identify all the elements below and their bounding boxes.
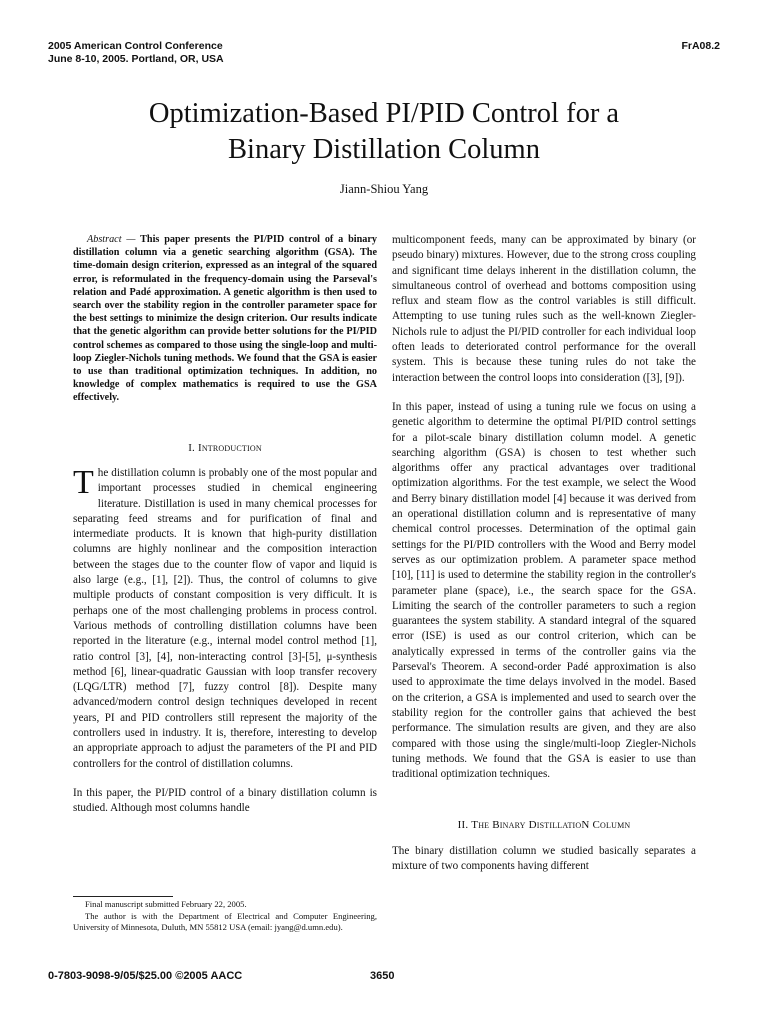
conference-dates-location: June 8-10, 2005. Portland, OR, USA <box>48 53 224 65</box>
section-number: II. <box>457 819 469 832</box>
page-number: 3650 <box>370 970 395 982</box>
abstract-lead: Abstract — <box>87 234 136 245</box>
section-heading-introduction <box>73 441 377 456</box>
left-column <box>73 233 377 816</box>
footnotes <box>73 899 377 934</box>
isbn-copyright: 0-7803-9098-9/05/$25.00 ©2005 AACC <box>48 970 243 982</box>
right-paragraph-2: In this paper, instead of using a tuning rule we focus on using a genetic algorithm to determine the optimal PI/PID control settings for a pilot-scale binary distillation column model. A genetic searching algorithm (GSA) is chosen to test whether such algorithms offer any practical advantages over traditional optimization algorithms. For the test example, we select the Wood and Berry binary distillation model [4] because it was derived from an operational distillation column and is representative of many chemical control processes. Determination of the optimal gain settings for the PI/PID controllers with the Wood and Berry model serves as our optimization problem. A parameter space method [10], [11] is used to determine the stability region in the controller's parameter plane (space), i.e., the search space for the GSA. Limiting the search of the controller parameters to such a region guarantees the system stability. A standard integral of the squared error (ISE) is used as our control criterion, which can be analytically expressed in terms of the controller gains via the Parseval's Theorem. A second-order Padé approximation is also used to approximate the time delays involved in the model. Based on the criterion, a GSA is implemented and used to search over the stability region for the controller gains that achieved the best performance. The simulation results are given, and they are also compared with those using the single/multi-loop Ziegler-Nichols tuning methods. We found that the GSA is easier to use than traditional optimization techniques. <box>392 400 696 781</box>
abstract-text: This paper presents the PI/PID control of a binary distillation column via a genetic searching algorithm (GSA). The time-domain design criterion, expressed as an integral of the squared error, is reformulated in the frequency-domain using the Parseval's relation and Padé approximation. A genetic algorithm is then used to search over the stability region in the controller parameter space for the best settings to minimize the design criterion. Our results indicate that the genetic algorithm can provide better solutions for the PI/PID control schemes as compared to those using the single-loop and multi-loop Ziegler-Nichols tuning methods. We found that the GSA is easier to use than traditional optimization techniques. In addition, no knowledge of complex mathematics is required to use the GSA effectively. <box>73 234 377 404</box>
section-title: The Binary DistillatioN Column <box>471 819 631 832</box>
footnote-author-affiliation: The author is with the Department of Electrical and Computer Engineering, University of Minnesota, Duluth, MN 55812 USA (email: jyang@d.umn.edu). <box>73 910 377 932</box>
right-paragraph-3: The binary distillation column we studied basically separates a mixture of two components having different <box>392 844 696 872</box>
intro-paragraph-1-text: he distillation column is probably one of the most popular and important processes studied in chemical engineering literature. Distillation is used in many chemical processes for separating feed streams and for purification of final and intermediate products. It is known that high-purity distillation columns are highly nonlinear and the composition interaction between the stages due to the counter flow of vapor and liquid is also large (e.g., [1], [2]). Thus, the control of columns to give multiple products of constant composition is very difficult. It is perhaps one of the most challenging problems in process control. Various methods of controlling distillation columns have been reported in the literature (e.g., internal model control method [1], ratio control [3], [4], non-interacting control [3]-[5], μ-synthesis method [6], linear-quadratic Gaussian with loop transfer recovery (LQG/LTR) method [7], fuzzy control [8]). Despite many advanced/modern control design techniques developed in recent years, PI and PID controllers still represent the majority of the controllers used in industry. It is, therefore, interesting to develop an appropriate approach to adjust the parameters of the PI and PID controllers for the control of distillation columns. <box>73 466 377 770</box>
right-paragraph-1: multicomponent feeds, many can be approximated by binary (or pseudo binary) mixtures. However, due to the strong cross coupling and significant time delays inherent in the distillation column, the simultaneous control of overhead and bottoms composition using reflux and steam flow as the control variables is still difficult. Attempting to use tuning rules such as the well-known Ziegler-Nichols rule to adjust the PI/PID controller for each individual loop often leads to deteriorated control performance for the overall system. This is because these tuning rules do not take the interaction between the control loops into consideration ([3], [9]). <box>392 234 696 384</box>
section-number: I. <box>188 441 196 454</box>
section-title: Introduction <box>197 441 262 454</box>
paper-title <box>48 96 720 168</box>
conference-header <box>48 40 224 66</box>
title-line-1: Optimization-Based PI/PID Control for a <box>148 98 620 129</box>
intro-paragraph-1 <box>73 463 377 772</box>
session-code: FrA08.2 <box>681 40 720 52</box>
section-heading-binary-distillation <box>392 818 696 833</box>
footnote-divider <box>73 896 173 897</box>
right-column <box>392 233 696 874</box>
drop-cap: T <box>73 463 94 501</box>
abstract <box>73 233 377 405</box>
footnote-manuscript: Final manuscript submitted February 22, 2005. <box>85 899 247 909</box>
conference-name: 2005 American Control Conference <box>48 40 223 52</box>
title-line-2: Binary Distillation Column <box>228 134 540 165</box>
intro-paragraph-2: In this paper, the PI/PID control of a binary distillation column is studied. Although most columns handle <box>73 786 377 815</box>
author-name: Jiann-Shiou Yang <box>339 182 429 196</box>
